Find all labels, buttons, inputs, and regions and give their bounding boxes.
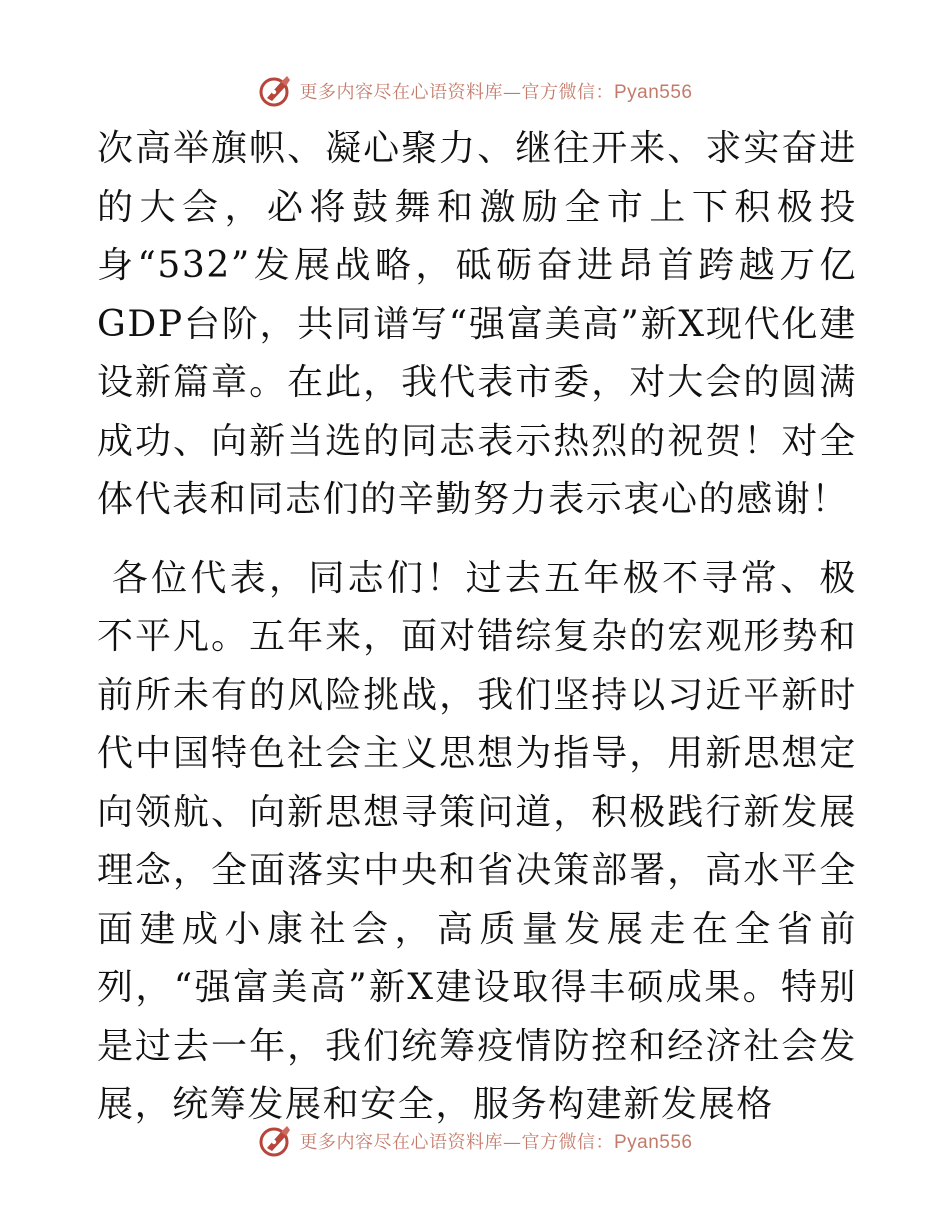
pen-nib-circle-logo-icon bbox=[257, 1124, 293, 1158]
body-paragraph-1: 次高举旗帜、凝心聚力、继往开来、求实奋进的大会，必将鼓舞和激励全市上下积极投身“532”发展战略，砥砺奋进昂首跨越万亿GDP台阶，共同谱写“强富美高”新X现代化建设新篇章。在此，我代表市委，对大会的圆满成功、向新当选的同志表示热烈的祝贺！对全体代表和同志们的辛勤努力表示衷心的感谢！ bbox=[97, 128, 857, 520]
document-body bbox=[97, 120, 857, 1135]
footer-watermark-text: 更多内容尽在心语资料库—官方微信：Pyan556 bbox=[299, 1132, 693, 1153]
footer-watermark bbox=[0, 1121, 950, 1161]
body-paragraph-2: 各位代表，同志们！过去五年极不寻常、极不平凡。五年来，面对错综复杂的宏观形势和前所未有的风险挑战，我们坚持以习近平新时代中国特色社会主义思想为指导，用新思想定向领航、向新思想寻策问道，积极践行新发展理念，全面落实中央和省决策部署，高水平全面建成小康社会，高质量发展走在全省前列，“强富美高”新X建设取得丰硕成果。特别是过去一年，我们统筹疫情防控和经济社会发展，统筹发展和安全，服务构建新发展格 bbox=[97, 557, 857, 1125]
footer-wechat-id: Pyan556 bbox=[613, 1132, 693, 1153]
header-wechat-id: Pyan556 bbox=[613, 82, 693, 103]
header-watermark bbox=[0, 71, 950, 111]
header-watermark-text: 更多内容尽在心语资料库—官方微信：Pyan556 bbox=[299, 82, 693, 103]
pen-nib-circle-logo-icon bbox=[257, 74, 293, 108]
